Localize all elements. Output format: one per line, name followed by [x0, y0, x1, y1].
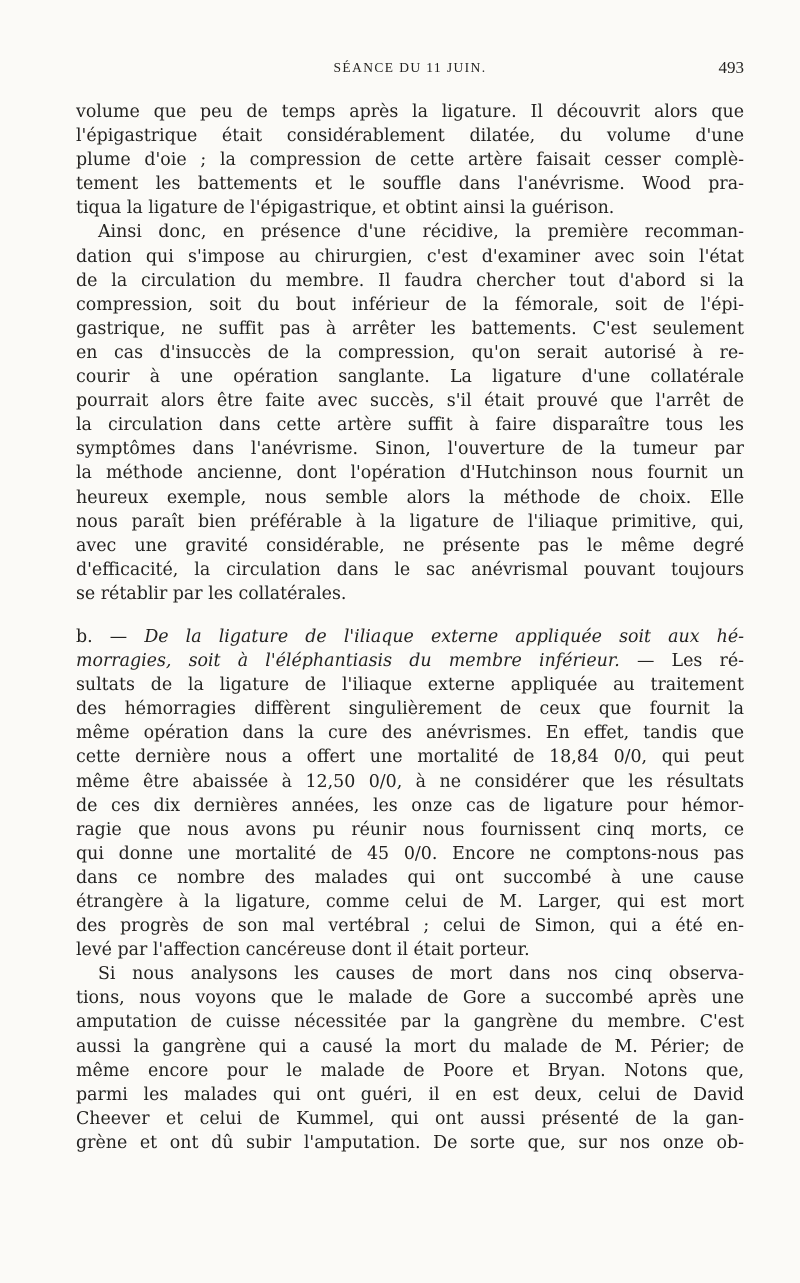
text-line: la circulation dans cette artère suffit à faire disparaître tous les	[76, 415, 744, 436]
text-line: tions, nous voyons que le malade de Gore a succombé après une	[76, 988, 744, 1009]
text-line: l'épigastrique était considérablement dilatée, du volume d'une	[76, 126, 744, 147]
text-run: — Les ré-	[619, 651, 744, 672]
section-heading: morragies, soit à l'éléphantiasis du membre inférieur.	[76, 651, 620, 672]
running-head	[76, 58, 744, 84]
text-line: même opération dans la cure des anévrismes. En effet, tandis que	[76, 723, 744, 744]
text-line: dation qui s'impose au chirurgien, c'est d'examiner avec soin l'état	[76, 246, 744, 267]
page-number: 493	[718, 58, 744, 77]
text-line: même être abaissée à 12,50 0/0, à ne considérer que les résultats	[76, 771, 744, 792]
text-line: symptômes dans l'anévrisme. Sinon, l'ouverture de la tumeur par	[76, 439, 744, 460]
text-line: tement les battements et le souffle dans l'anévrisme. Wood pra-	[76, 174, 744, 195]
text-line: d'efficacité, la circulation dans le sac anévrismal pouvant toujours	[76, 559, 744, 580]
text-line: tiqua la ligature de l'épigastrique, et obtint ainsi la guérison.	[76, 198, 615, 219]
text-line: parmi les malades qui ont guéri, il en est deux, celui de David	[76, 1084, 744, 1105]
body-text	[76, 100, 744, 1155]
text-line: courir à une opération sanglante. La ligature d'une collatérale	[76, 367, 744, 388]
text-line: pourrait alors être faite avec succès, s'il était prouvé que l'arrêt de	[76, 391, 744, 412]
text-line: ragie que nous avons pu réunir nous fournissent cinq morts, ce	[76, 819, 744, 840]
text-line: des progrès de son mal vertébral ; celui de Simon, qui a été en-	[76, 916, 744, 937]
text-line: compression, soit du bout inférieur de la fémorale, soit de l'épi-	[76, 294, 744, 315]
text-line: des hémorragies diffèrent singulièrement de ceux que fournit la	[76, 699, 744, 720]
text-line: aussi la gangrène qui a causé la mort du malade de M. Périer; de	[76, 1036, 744, 1057]
text-line: de la circulation du membre. Il faudra chercher tout d'abord si la	[76, 270, 744, 291]
text-line: qui donne une mortalité de 45 0/0. Encore ne comptons-nous pas	[76, 843, 744, 864]
text-line: dans ce nombre des malades qui ont succombé à une cause	[76, 867, 744, 888]
text-line: Si nous analysons les causes de mort dans nos cinq observa-	[98, 964, 744, 985]
text-line: même encore pour le malade de Poore et Bryan. Notons que,	[76, 1060, 744, 1081]
section-b	[76, 625, 744, 962]
text-line: plume d'oie ; la compression de cette artère faisait cesser complè-	[76, 150, 744, 171]
text-line: se rétablir par les collatérales.	[76, 583, 347, 604]
text-line: Cheever et celui de Kummel, qui ont aussi présenté de la gan-	[76, 1108, 744, 1129]
paragraph-causes	[76, 962, 744, 1155]
text-line: nous paraît bien préférable à la ligature de l'iliaque primitive, qui,	[76, 511, 744, 532]
text-line: heureux exemple, nous semble alors la méthode de choix. Elle	[76, 487, 744, 508]
text-line: cette dernière nous a offert une mortalité de 18,84 0/0, qui peut	[76, 747, 744, 768]
text-line: gastrique, ne suffit pas à arrêter les battements. C'est seulement	[76, 318, 744, 339]
text-line: Ainsi donc, en présence d'une récidive, la première recomman-	[98, 222, 744, 243]
section-b-heading-line-2	[76, 649, 744, 673]
text-line: la méthode ancienne, dont l'opération d'Hutchinson nous fournit un	[76, 463, 744, 484]
text-line: volume que peu de temps après la ligature. Il découvrit alors que	[76, 102, 744, 122]
section-label: b. —	[76, 626, 145, 647]
text-line: en cas d'insuccès de la compression, qu'on serait autorisé à re-	[76, 342, 744, 363]
paragraph-continuation	[76, 100, 744, 220]
section-heading: De la ligature de l'iliaque externe appliquée soit aux hé-	[144, 626, 745, 647]
section-gap	[76, 606, 744, 625]
text-line: sultats de la ligature de l'iliaque externe appliquée au traitement	[76, 675, 744, 696]
text-line: avec une gravité considérable, ne présente pas le même degré	[76, 535, 744, 556]
running-title: SÉANCE DU 11 JUIN.	[333, 60, 487, 75]
text-line: de ces dix dernières années, les onze cas de ligature pour hémor-	[76, 795, 744, 816]
text-line: grène et ont dû subir l'amputation. De sorte que, sur nos onze ob-	[76, 1132, 744, 1153]
section-b-heading-line-1	[76, 625, 744, 649]
text-line: amputation de cuisse nécessitée par la gangrène du membre. C'est	[76, 1012, 744, 1033]
text-line: levé par l'affection cancéreuse dont il était porteur.	[76, 940, 530, 961]
paragraph-recidive	[76, 220, 744, 606]
text-line: étrangère à la ligature, comme celui de M. Larger, qui est mort	[76, 892, 744, 912]
